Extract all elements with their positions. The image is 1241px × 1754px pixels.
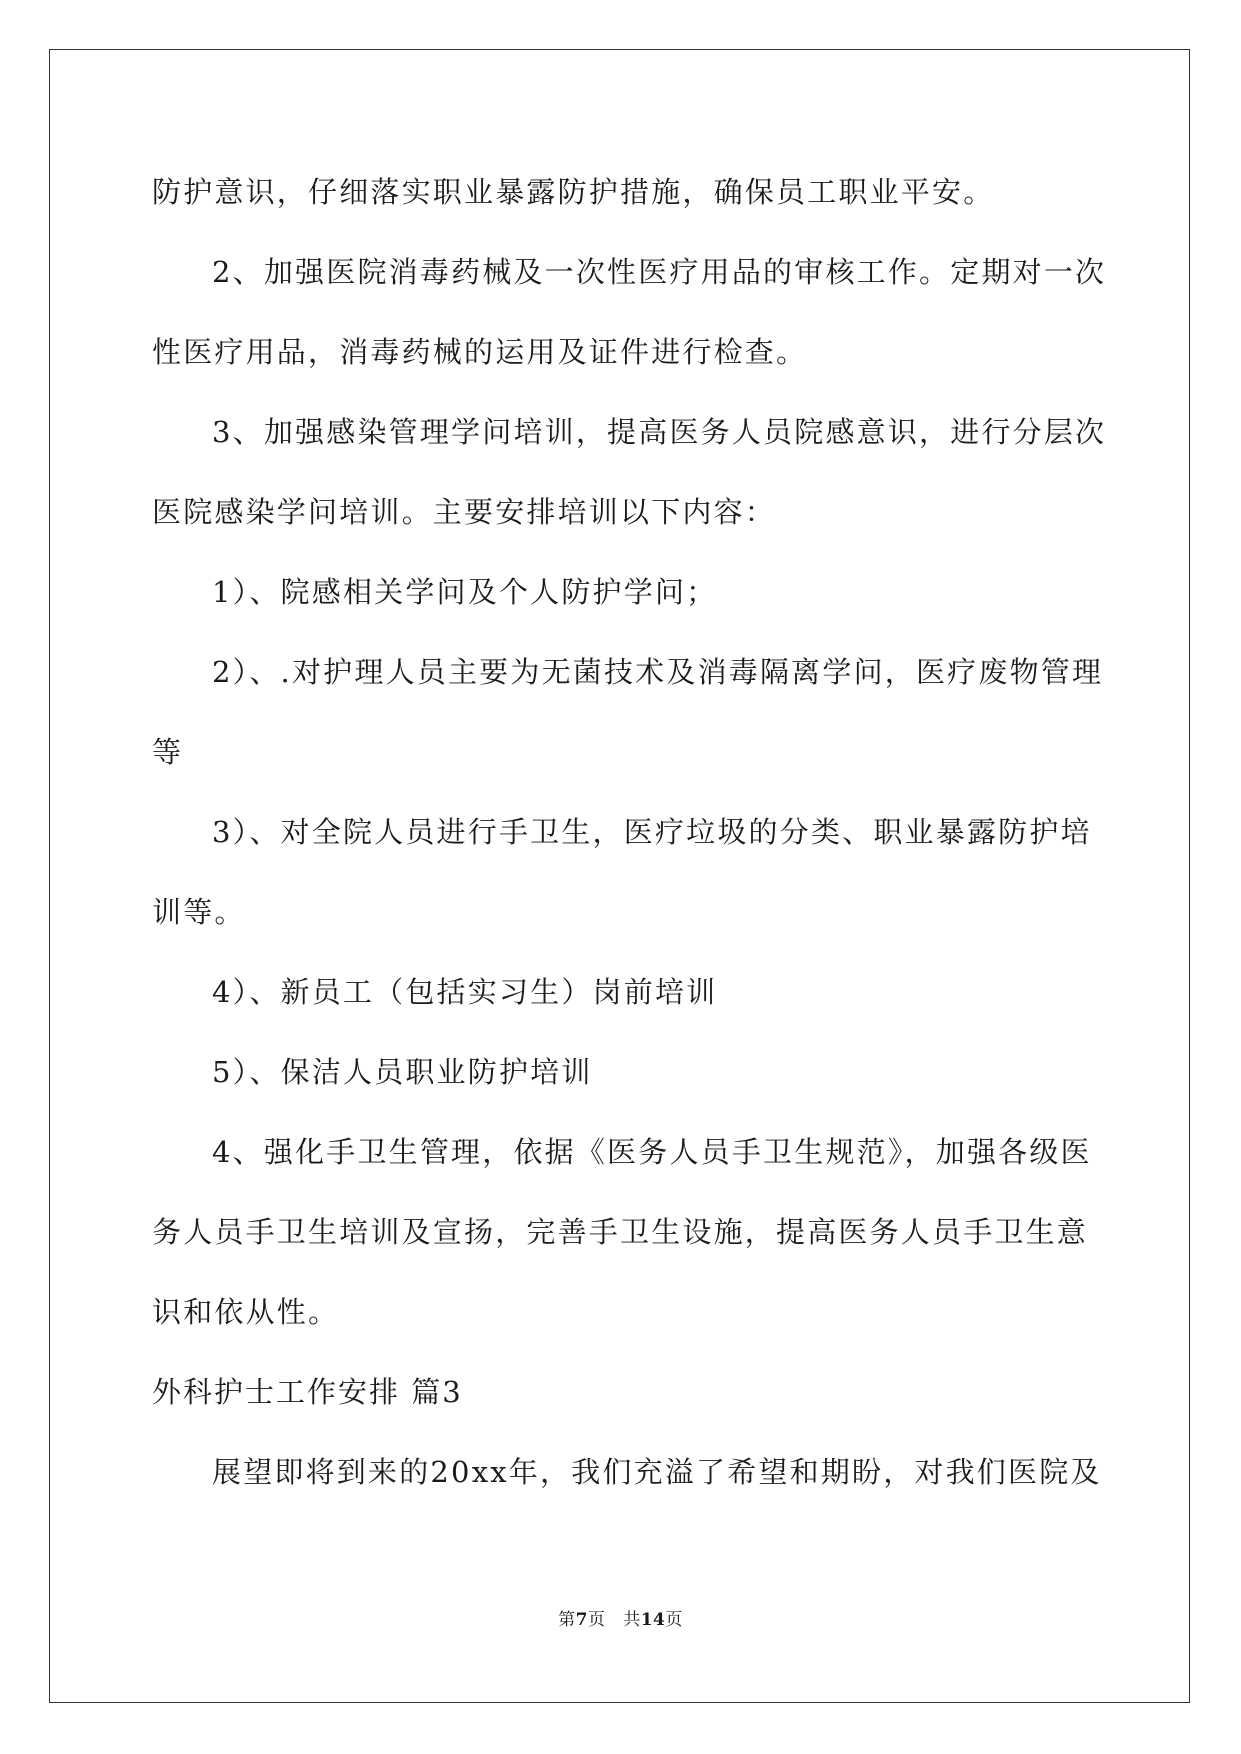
text-line: 1）、院感相关学问及个人防护学问； [212,575,718,609]
text-line: 训等。 [152,895,246,929]
footer-page-suffix: 页 [587,1610,606,1630]
page-footer [0,1608,1241,1632]
text-line: 性医疗用品，消毒药械的运用及证件进行检查。 [152,335,808,369]
text-line: 等 [152,735,184,769]
text-line: 防护意识，仔细落实职业暴露防护措施，确保员工职业平安。 [152,175,995,209]
text-line: 2、加强医院消毒药械及一次性医疗用品的审核工作。定期对一次 [212,255,1107,289]
text-line: 务人员手卫生培训及宣扬，完善手卫生设施，提高医务人员手卫生意 [152,1215,1089,1249]
footer-total-suffix: 页 [665,1610,683,1630]
footer-prefix: 第 [558,1610,576,1630]
footer-total-pages: 14 [640,1610,666,1630]
text-line: 5）、保洁人员职业防护培训 [212,1055,593,1089]
section-heading: 外科护士工作安排 篇3 [152,1375,463,1409]
text-line: 医院感染学问培训。主要安排培训以下内容： [152,495,777,529]
text-line: 识和依从性。 [152,1295,340,1329]
text-line: 4）、新员工（包括实习生）岗前培训 [212,975,718,1009]
text-line: 3）、对全院人员进行手卫生，医疗垃圾的分类、职业暴露防护培 [212,815,1092,849]
footer-total-prefix: 共 [623,1610,641,1630]
text-line: 4、强化手卫生管理，依据《医务人员手卫生规范》，加强各级医 [212,1135,1092,1169]
text-line: 展望即将到来的20xx年，我们充溢了希望和期盼，对我们医院及 [212,1455,1102,1489]
text-line: 2）、.对护理人员主要为无菌技术及消毒隔离学问，医疗废物管理 [212,655,1104,689]
footer-page-number: 7 [575,1610,588,1630]
text-line: 3、加强感染管理学问培训，提高医务人员院感意识，进行分层次 [212,415,1107,449]
